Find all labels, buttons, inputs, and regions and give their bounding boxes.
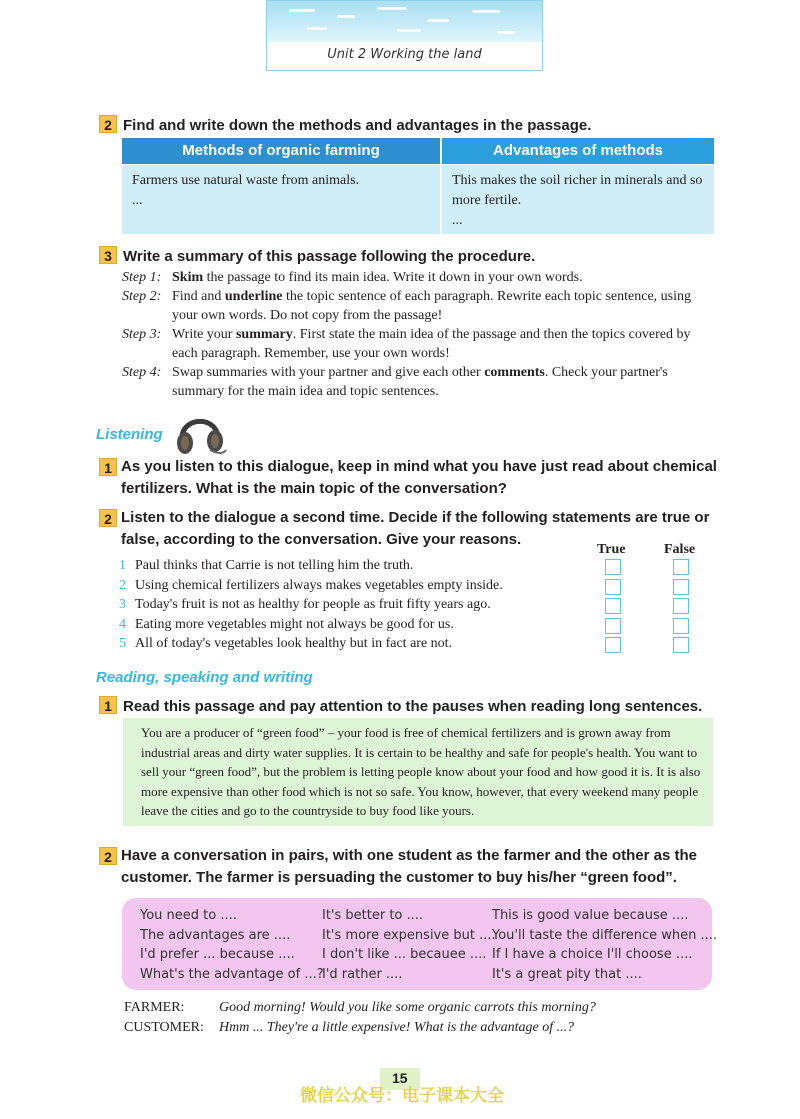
useful-phrase: The advantages are .... xyxy=(140,927,291,943)
statement-item xyxy=(119,556,579,576)
useful-phrase: This is good value because .... xyxy=(492,908,689,923)
true-checkbox[interactable] xyxy=(605,579,621,595)
watermark-text: 微信公众号：电子课本大全 xyxy=(300,1086,504,1106)
false-checkbox[interactable] xyxy=(673,598,689,614)
summary-step xyxy=(122,268,717,287)
question-number: 1 xyxy=(99,696,117,714)
useful-phrase: It's better to .... xyxy=(322,908,424,923)
summary-step xyxy=(122,325,717,363)
reading-passage: You are a producer of “green food” – your food is free of chemical fertilizers and is grown away from industrial areas and dirty water supplies. It is certain to be healthy and safe for people's health. You want to sell your “green food”, but the problem is letting people know about your food and how good it is. It is also more expensive than other food which is not so safe. You know, however, that every weekend many people leave the cities and go to the countryside to buy food like yours. xyxy=(123,718,713,826)
unit-banner xyxy=(266,0,543,71)
useful-phrase: I don't like ... becauee .... xyxy=(322,947,487,962)
methods-table xyxy=(122,138,714,234)
dialogue-line xyxy=(124,1018,724,1038)
step-label: Step 4: xyxy=(122,365,162,380)
table-cell-methods xyxy=(122,165,440,234)
question-number: 1 xyxy=(99,458,117,476)
useful-phrase: I'd rather .... xyxy=(322,966,403,982)
step-label: Step 2: xyxy=(122,289,162,304)
statement-item xyxy=(119,615,579,635)
speaker-label: FARMER: xyxy=(124,1000,185,1015)
true-label: True xyxy=(597,542,626,557)
banner-sky-image xyxy=(267,1,542,42)
page-number: 15 xyxy=(392,1070,408,1086)
false-checkbox[interactable] xyxy=(673,618,689,634)
statement-item xyxy=(119,576,579,596)
statement-item xyxy=(119,595,579,615)
sample-dialogue xyxy=(124,998,724,1038)
summary-steps xyxy=(122,268,717,401)
dialogue-text: Hmm ... They're a little expensive! What is the advantage of ...? xyxy=(219,1020,575,1035)
headphones-icon xyxy=(170,410,228,456)
statement-number: 1 xyxy=(119,558,126,573)
statement-number: 3 xyxy=(119,597,126,612)
question-number: 2 xyxy=(99,847,117,865)
step-text: Write your summary. First state the main idea of the passage and then the topics covered by each paragraph. Remember, use your own words! xyxy=(172,327,691,361)
useful-phrase: It's a great pity that .... xyxy=(492,966,642,982)
q2-heading xyxy=(99,115,591,137)
statement-number: 2 xyxy=(119,577,126,593)
useful-phrases-box xyxy=(122,898,718,990)
false-checkbox[interactable] xyxy=(673,637,689,653)
question-number: 3 xyxy=(99,246,117,264)
reading-title: Reading, speaking and writing xyxy=(96,669,313,686)
useful-phrase: You need to .... xyxy=(140,908,237,923)
cell-ellipsis: ... xyxy=(132,193,143,208)
useful-phrase: I'd prefer ... because .... xyxy=(140,947,295,962)
question-prompt: Listen to the dialogue a second time. Decide if the following statements are true or false, according to the conversation. Give your reasons. xyxy=(121,509,710,548)
cell-text: Farmers use natural waste from animals. xyxy=(132,173,360,188)
table-cell-advantages xyxy=(442,165,714,234)
q3-heading xyxy=(99,246,535,268)
reading-q1 xyxy=(99,696,719,718)
step-text: Find and underline the topic sentence of each paragraph. Rewrite each topic sentence, using your own words. Do not copy from the passage! xyxy=(172,289,692,323)
statement-item xyxy=(119,634,579,654)
listening-title: Listening xyxy=(96,426,163,443)
question-prompt: As you listen to this dialogue, keep in mind what you have just read about chemical fertilizers. What is the main topic of the conversation? xyxy=(121,458,717,497)
step-label: Step 1: xyxy=(122,270,162,285)
true-checkbox[interactable] xyxy=(605,598,621,614)
table-header-advantages: Advantages of methods xyxy=(442,138,714,164)
dialogue-text: Good morning! Would you like some organic carrots this morning? xyxy=(219,1000,596,1015)
useful-phrase: It's more expensive but .... xyxy=(322,927,496,943)
statement-text: Paul thinks that Carrie is not telling him the truth. xyxy=(135,558,414,573)
true-checkbox[interactable] xyxy=(605,559,621,575)
statement-text: All of today's vegetables look healthy but in fact are not. xyxy=(135,636,453,651)
useful-phrase: What's the advantage of ...? xyxy=(140,966,324,982)
table-header-methods: Methods of organic farming xyxy=(122,138,440,164)
question-prompt: Have a conversation in pairs, with one student as the farmer and the other as the customer. The farmer is persuading the customer to buy his/her “green food”. xyxy=(121,847,697,886)
listening-q2 xyxy=(99,507,719,551)
summary-step xyxy=(122,363,717,401)
question-prompt: Read this passage and pay attention to the pauses when reading long sentences. xyxy=(123,698,703,715)
listening-q1 xyxy=(99,456,719,500)
statement-text: Eating more vegetables might not always be good for us. xyxy=(135,616,454,632)
true-false-boxes xyxy=(605,559,695,659)
statement-text: Using chemical fertilizers always makes vegetables empty inside. xyxy=(135,577,503,593)
step-label: Step 3: xyxy=(122,327,162,342)
statements-list xyxy=(119,556,579,654)
statement-number: 5 xyxy=(119,636,126,651)
summary-step xyxy=(122,287,717,325)
true-checkbox[interactable] xyxy=(605,637,621,653)
statement-text: Today's fruit is not as healthy for people as fruit fifty years ago. xyxy=(135,597,491,612)
question-number: 2 xyxy=(99,115,117,133)
cell-ellipsis: ... xyxy=(452,213,463,228)
useful-phrase: You'll taste the difference when .... xyxy=(492,927,718,943)
step-text: Skim the passage to find its main idea. Write it down in your own words. xyxy=(172,270,583,285)
question-prompt: Write a summary of this passage following the procedure. xyxy=(123,248,536,265)
unit-title: Unit 2 Working the land xyxy=(327,47,482,62)
statement-number: 4 xyxy=(119,616,126,632)
false-checkbox[interactable] xyxy=(673,559,689,575)
speaker-label: CUSTOMER: xyxy=(124,1020,204,1035)
false-label: False xyxy=(664,542,696,557)
question-prompt: Find and write down the methods and advantages in the passage. xyxy=(123,117,592,134)
true-checkbox[interactable] xyxy=(605,618,621,634)
useful-phrase: If I have a choice I'll choose .... xyxy=(492,947,693,962)
reading-q2 xyxy=(99,845,719,889)
step-text: Swap summaries with your partner and give each other comments. Check your partner's summary for the main idea and topic sentences. xyxy=(172,365,668,399)
cell-text: This makes the soil richer in minerals and so more fertile. xyxy=(452,173,703,208)
dialogue-line xyxy=(124,998,724,1018)
false-checkbox[interactable] xyxy=(673,579,689,595)
question-number: 2 xyxy=(99,509,117,527)
